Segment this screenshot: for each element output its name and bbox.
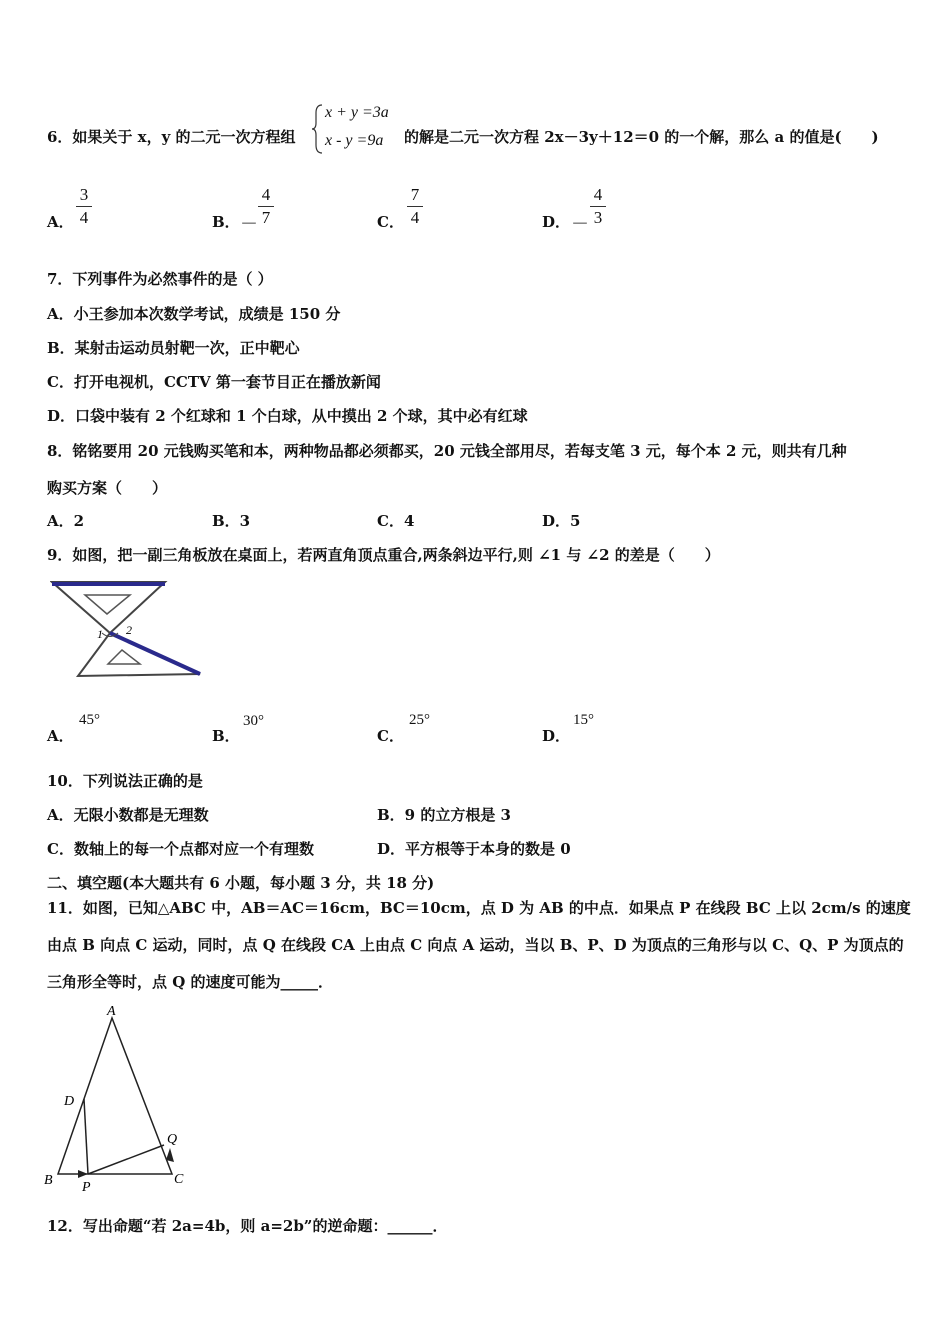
q8-option-c: C．4: [377, 512, 415, 530]
angle-1-label: 1: [97, 627, 103, 641]
q10-option-a: A．无限小数都是无理数: [47, 806, 209, 824]
q11-line1: 11．如图，已知△ABC 中，AB＝AC＝16cm，BC＝10cm，点 D 为 AB 的中点．如果点 P 在线段 BC 上以 2cm/s 的速度: [47, 899, 911, 917]
q6-option-b-label: B．: [212, 213, 240, 231]
label-q: Q: [167, 1132, 178, 1147]
q6-option-a-fraction: [76, 186, 92, 227]
q9-option-a-value: 45°: [79, 712, 100, 728]
numerator: 4: [593, 185, 603, 204]
q11-line3: 三角形全等时，点 Q 的速度可能为_____．: [47, 973, 334, 991]
q6-option-c-fraction: [407, 186, 423, 227]
q9-option-a-label: A．: [47, 727, 74, 745]
numerator: 3: [79, 185, 89, 204]
q7-stem: 7．下列事件为必然事件的是（ ）: [47, 270, 273, 288]
q7-option-b: B．某射击运动员射靶一次，正中靶心: [47, 339, 300, 357]
denominator: 3: [593, 208, 603, 227]
q6-equation-1: x + y =3a: [325, 104, 389, 121]
upper-inner-triangle: [85, 595, 130, 614]
minus-sign: －: [240, 214, 258, 234]
q7-option-c: C．打开电视机，CCTV 第一套节目正在播放新闻: [47, 373, 381, 391]
label-a: A: [107, 1004, 116, 1019]
q10-option-b: B．9 的立方根是 3: [377, 806, 511, 824]
system-brace: [312, 103, 324, 155]
q9-option-b-value: 30°: [243, 713, 264, 729]
q6-option-a-label: A．: [47, 213, 74, 231]
triangle-abc: [58, 1018, 172, 1174]
q9-option-b-label: B．: [212, 727, 240, 745]
minus-sign: －: [571, 214, 589, 234]
lower-ruler-edge: [110, 633, 200, 674]
q8-stem-line2: 购买方案（ ）: [47, 479, 168, 497]
denominator: 4: [79, 208, 89, 227]
q6-option-d-label: D．: [542, 213, 571, 231]
q8-stem-line1: 8．铭铭要用 20 元钱购买笔和本，两种物品都必须都买，20 元钱全部用尽，若每支笔 3 元，每个本 2 元，则共有几种: [47, 442, 847, 460]
angle-2-label: 2: [126, 623, 132, 637]
denominator: 4: [410, 208, 420, 227]
q10-stem: 10．下列说法正确的是: [47, 772, 203, 790]
q6-equation-2: x - y =9a: [325, 132, 384, 149]
q10-option-c: C．数轴上的每一个点都对应一个有理数: [47, 840, 314, 858]
q6-option-d-fraction: [590, 186, 606, 227]
arrow-b-to-c: [78, 1170, 88, 1178]
q7-option-a: A．小王参加本次数学考试，成绩是 150 分: [47, 305, 341, 323]
section-2-heading: 二、填空题(本大题共有 6 小题，每小题 3 分，共 18 分): [47, 874, 435, 892]
q9-option-d-label: D．: [542, 727, 571, 745]
segment-pq: [88, 1145, 164, 1174]
q6-suffix: 的解是二元一次方程 2x－3y＋12＝0 的一个解，那么 a 的值是( ): [404, 128, 879, 146]
q9-option-d-value: 15°: [573, 712, 594, 728]
q10-option-d: D．平方根等于本身的数是 0: [377, 840, 571, 858]
q9-option-c-label: C．: [377, 727, 404, 745]
upper-triangle-ruler: [52, 582, 165, 633]
label-p: P: [82, 1180, 91, 1192]
q8-option-b: B．3: [212, 512, 251, 530]
q12-text: 12．写出命题“若 2a=4b，则 a=2b”的逆命题：______．: [47, 1217, 448, 1235]
label-b: B: [44, 1173, 53, 1188]
denominator: 7: [261, 208, 271, 227]
q8-option-d: D．5: [542, 512, 581, 530]
q11-triangle-abc-figure: [40, 1002, 200, 1192]
q9-triangle-rulers-figure: [50, 578, 205, 682]
segment-dp: [84, 1099, 88, 1174]
numerator: 4: [261, 185, 271, 204]
q7-option-d: D．口袋中装有 2 个红球和 1 个白球，从中摸出 2 个球，其中必有红球: [47, 407, 528, 425]
q11-line2: 由点 B 向点 C 运动，同时，点 Q 在线段 CA 上由点 C 向点 A 运动，当以 B、P、D 为顶点的三角形与以 C、Q、P 为顶点的: [47, 936, 904, 954]
numerator: 7: [410, 185, 420, 204]
q8-option-a: A．2: [47, 512, 85, 530]
label-d: D: [64, 1094, 75, 1109]
arrow-c-to-a: [166, 1148, 174, 1162]
q6-option-c-label: C．: [377, 213, 404, 231]
q9-stem: 9．如图，把一副三角板放在桌面上，若两直角顶点重合,两条斜边平行,则 ∠1 与 ∠2 的差是（ ）: [47, 546, 720, 564]
q6-prefix: 6．如果关于 x，y 的二元一次方程组: [47, 128, 296, 146]
q6-option-b-fraction: [258, 186, 274, 227]
q9-option-c-value: 25°: [409, 712, 430, 728]
lower-inner-triangle: [108, 650, 140, 664]
label-c: C: [174, 1172, 184, 1187]
